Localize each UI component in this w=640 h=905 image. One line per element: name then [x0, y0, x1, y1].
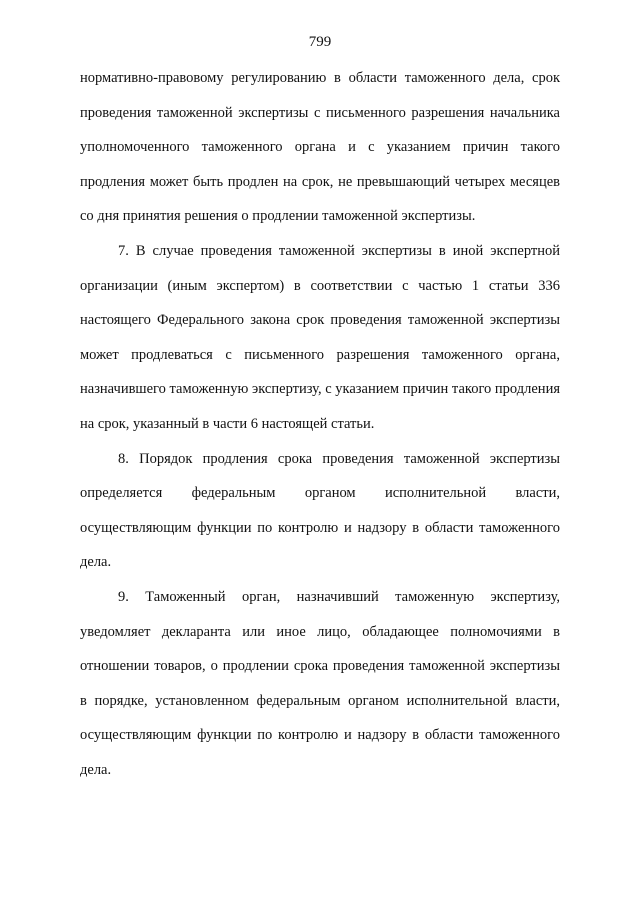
page-number: 799 [308, 34, 332, 50]
paragraph-item-9: 9. Таможенный орган, назначивший таможенную экспертизу, уведомляет декларанта или иное лицо, обладающее полномочиями в отношении товаров, о продлении срока проведения таможенной экспертизы в порядке, установленном федеральным органом исполнительной власти, осуществляющим функции по контролю и надзору в области таможенного дела. [80, 588, 560, 778]
paragraph-continuation: нормативно-правовому регулированию в области таможенного дела, срок проведения таможенной экспертизы с письменного разрешения начальника уполномоченного таможенного органа и с указанием причин такого продления может быть продлен на срок, не превышающий четырех месяцев со дня принятия решения о продлении таможенной экспертизы. [80, 70, 560, 225]
document-body [80, 61, 560, 787]
paragraph-item-7: 7. В случае проведения таможенной экспертизы в иной экспертной организации (иным экспертом) в соответствии с частью 1 статьи 336 настоящего Федерального закона срок проведения таможенной экспертизы может продлеваться с письменного разрешения таможенного органа, назначившего таможенную экспертизу, с указанием причин такого продления на срок, указанный в части 6 настоящей статьи. [80, 242, 560, 432]
paragraph-item-8: 8. Порядок продления срока проведения таможенной экспертизы определяется федеральным органом исполнительной власти, осуществляющим функции по контролю и надзору в области таможенного дела. [80, 450, 560, 571]
